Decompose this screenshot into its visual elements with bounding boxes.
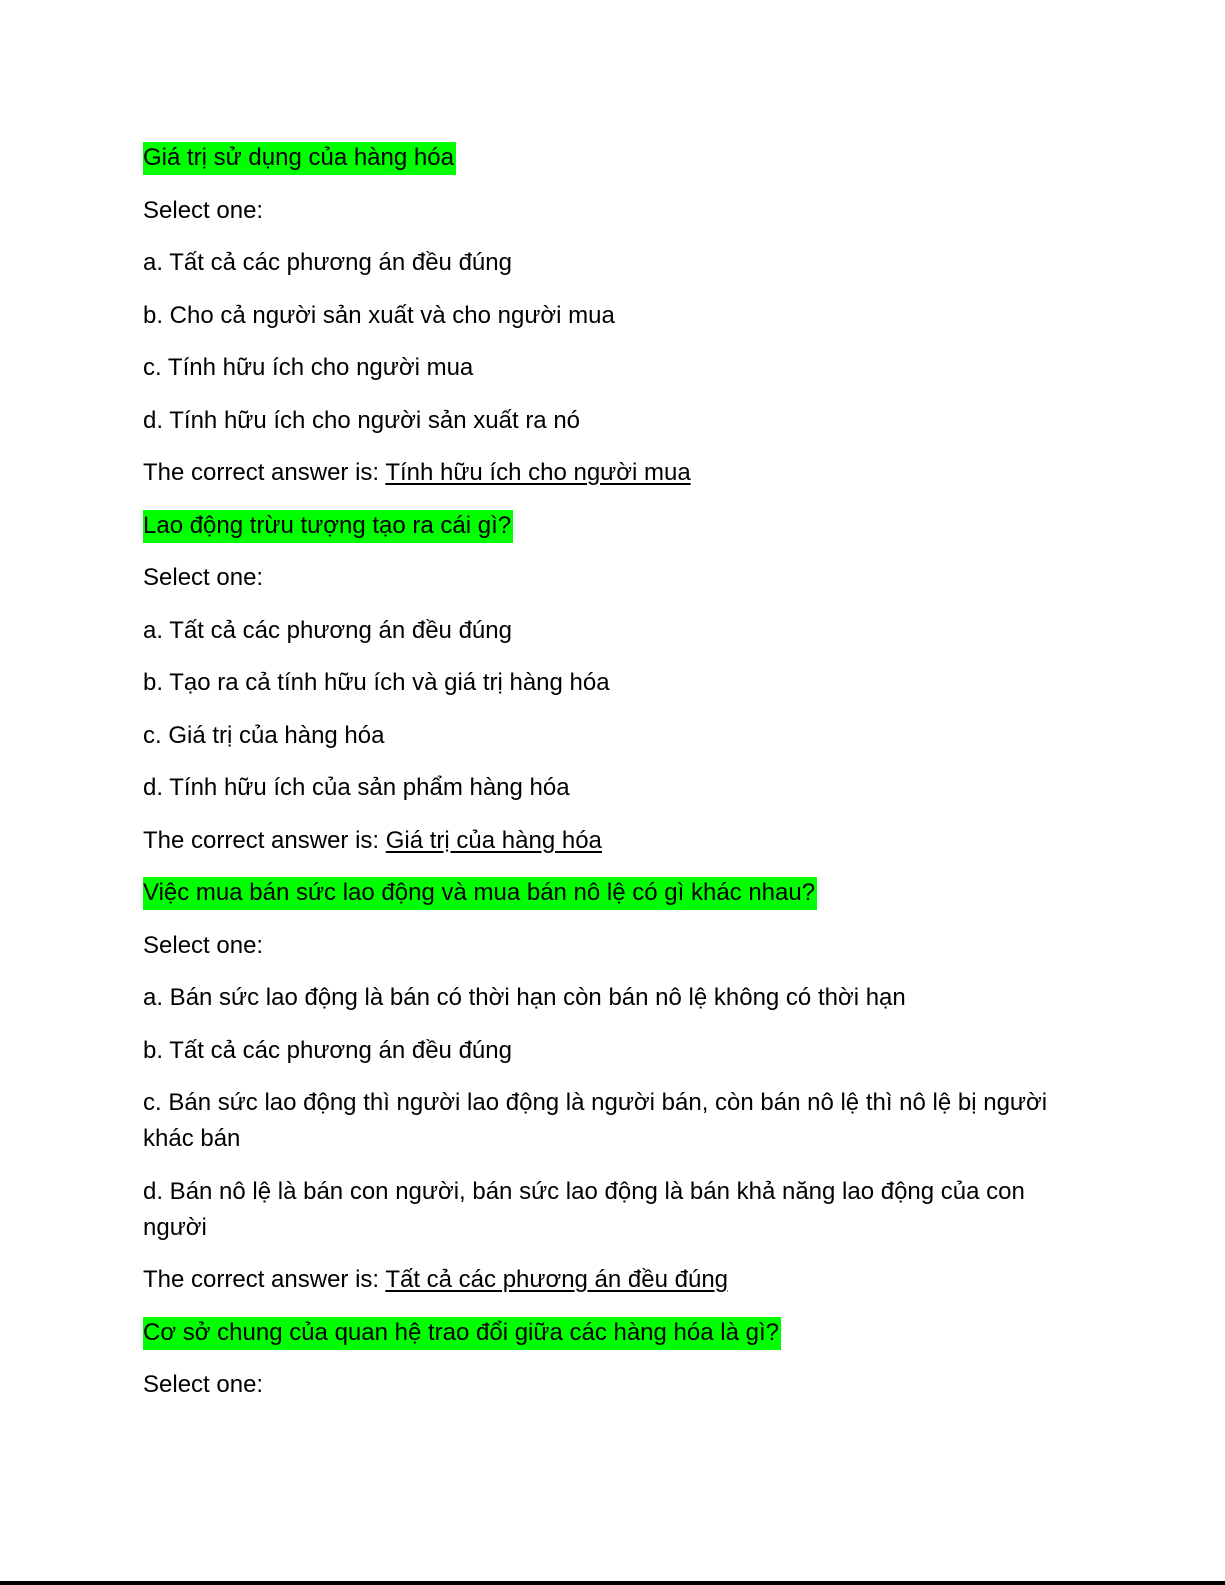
question-1-option-d: d. Tính hữu ích cho người sản xuất ra nó xyxy=(143,406,581,434)
question-2-answer-value: Giá trị của hàng hóa xyxy=(385,826,602,854)
question-1-answer xyxy=(143,455,1083,491)
question-1-text: Giá trị sử dụng của hàng hóa xyxy=(143,142,456,175)
question-3-option-b: b. Tất cả các phương án đều đúng xyxy=(143,1036,512,1064)
question-4-text: Cơ sở chung của quan hệ trao đổi giữa các hàng hóa là gì? xyxy=(143,1317,781,1350)
question-2-option-a: a. Tất cả các phương án đều đúng xyxy=(143,616,512,644)
question-3-option-a: a. Bán sức lao động là bán có thời hạn còn bán nô lệ không có thời hạn xyxy=(143,984,906,1011)
question-3-row xyxy=(143,875,1083,911)
question-2-row xyxy=(143,508,1083,544)
question-3-prompt: Select one: xyxy=(143,931,264,959)
question-3-answer-value: Tất cả các phương án đều đúng xyxy=(385,1266,729,1293)
question-2-prompt: Select one: xyxy=(143,564,264,591)
question-3-option-c: c. Bán sức lao động thì người lao động là người bán, còn bán nô lệ thì nô lệ bị người khác bán xyxy=(143,1089,1048,1152)
question-4-prompt: Select one: xyxy=(143,1371,264,1398)
question-1-option-a: a. Tất cả các phương án đều đúng xyxy=(143,249,512,276)
question-3-text: Việc mua bán sức lao động và mua bán nô lệ có gì khác nhau? xyxy=(143,877,817,910)
question-2-option-b: b. Tạo ra cả tính hữu ích và giá trị hàng hóa xyxy=(143,669,610,696)
question-3-answer-label: The correct answer is: xyxy=(143,1266,380,1293)
question-3-option-d: d. Bán nô lệ là bán con người, bán sức lao động là bán khả năng lao động của con người xyxy=(143,1177,1025,1241)
question-2-answer-label: The correct answer is: xyxy=(143,826,380,854)
question-1-option-c: c. Tính hữu ích cho người mua xyxy=(143,354,474,381)
question-1-row xyxy=(143,140,1083,176)
page-bottom-border xyxy=(0,1581,1225,1585)
question-1-answer-value: Tính hữu ích cho người mua xyxy=(385,459,691,486)
question-1-prompt: Select one: xyxy=(143,196,264,224)
question-4-row xyxy=(143,1315,1083,1351)
question-2-option-d: d. Tính hữu ích của sản phẩm hàng hóa xyxy=(143,774,570,801)
document-body xyxy=(143,140,1083,1420)
question-2-option-c: c. Giá trị của hàng hóa xyxy=(143,721,385,749)
question-1-answer-label: The correct answer is: xyxy=(143,459,380,486)
question-1-option-b: b. Cho cả người sản xuất và cho người mua xyxy=(143,301,615,329)
question-2-text: Lao động trừu tượng tạo ra cái gì? xyxy=(143,510,513,543)
question-2-answer xyxy=(143,823,1083,859)
question-3-answer xyxy=(143,1262,1083,1298)
